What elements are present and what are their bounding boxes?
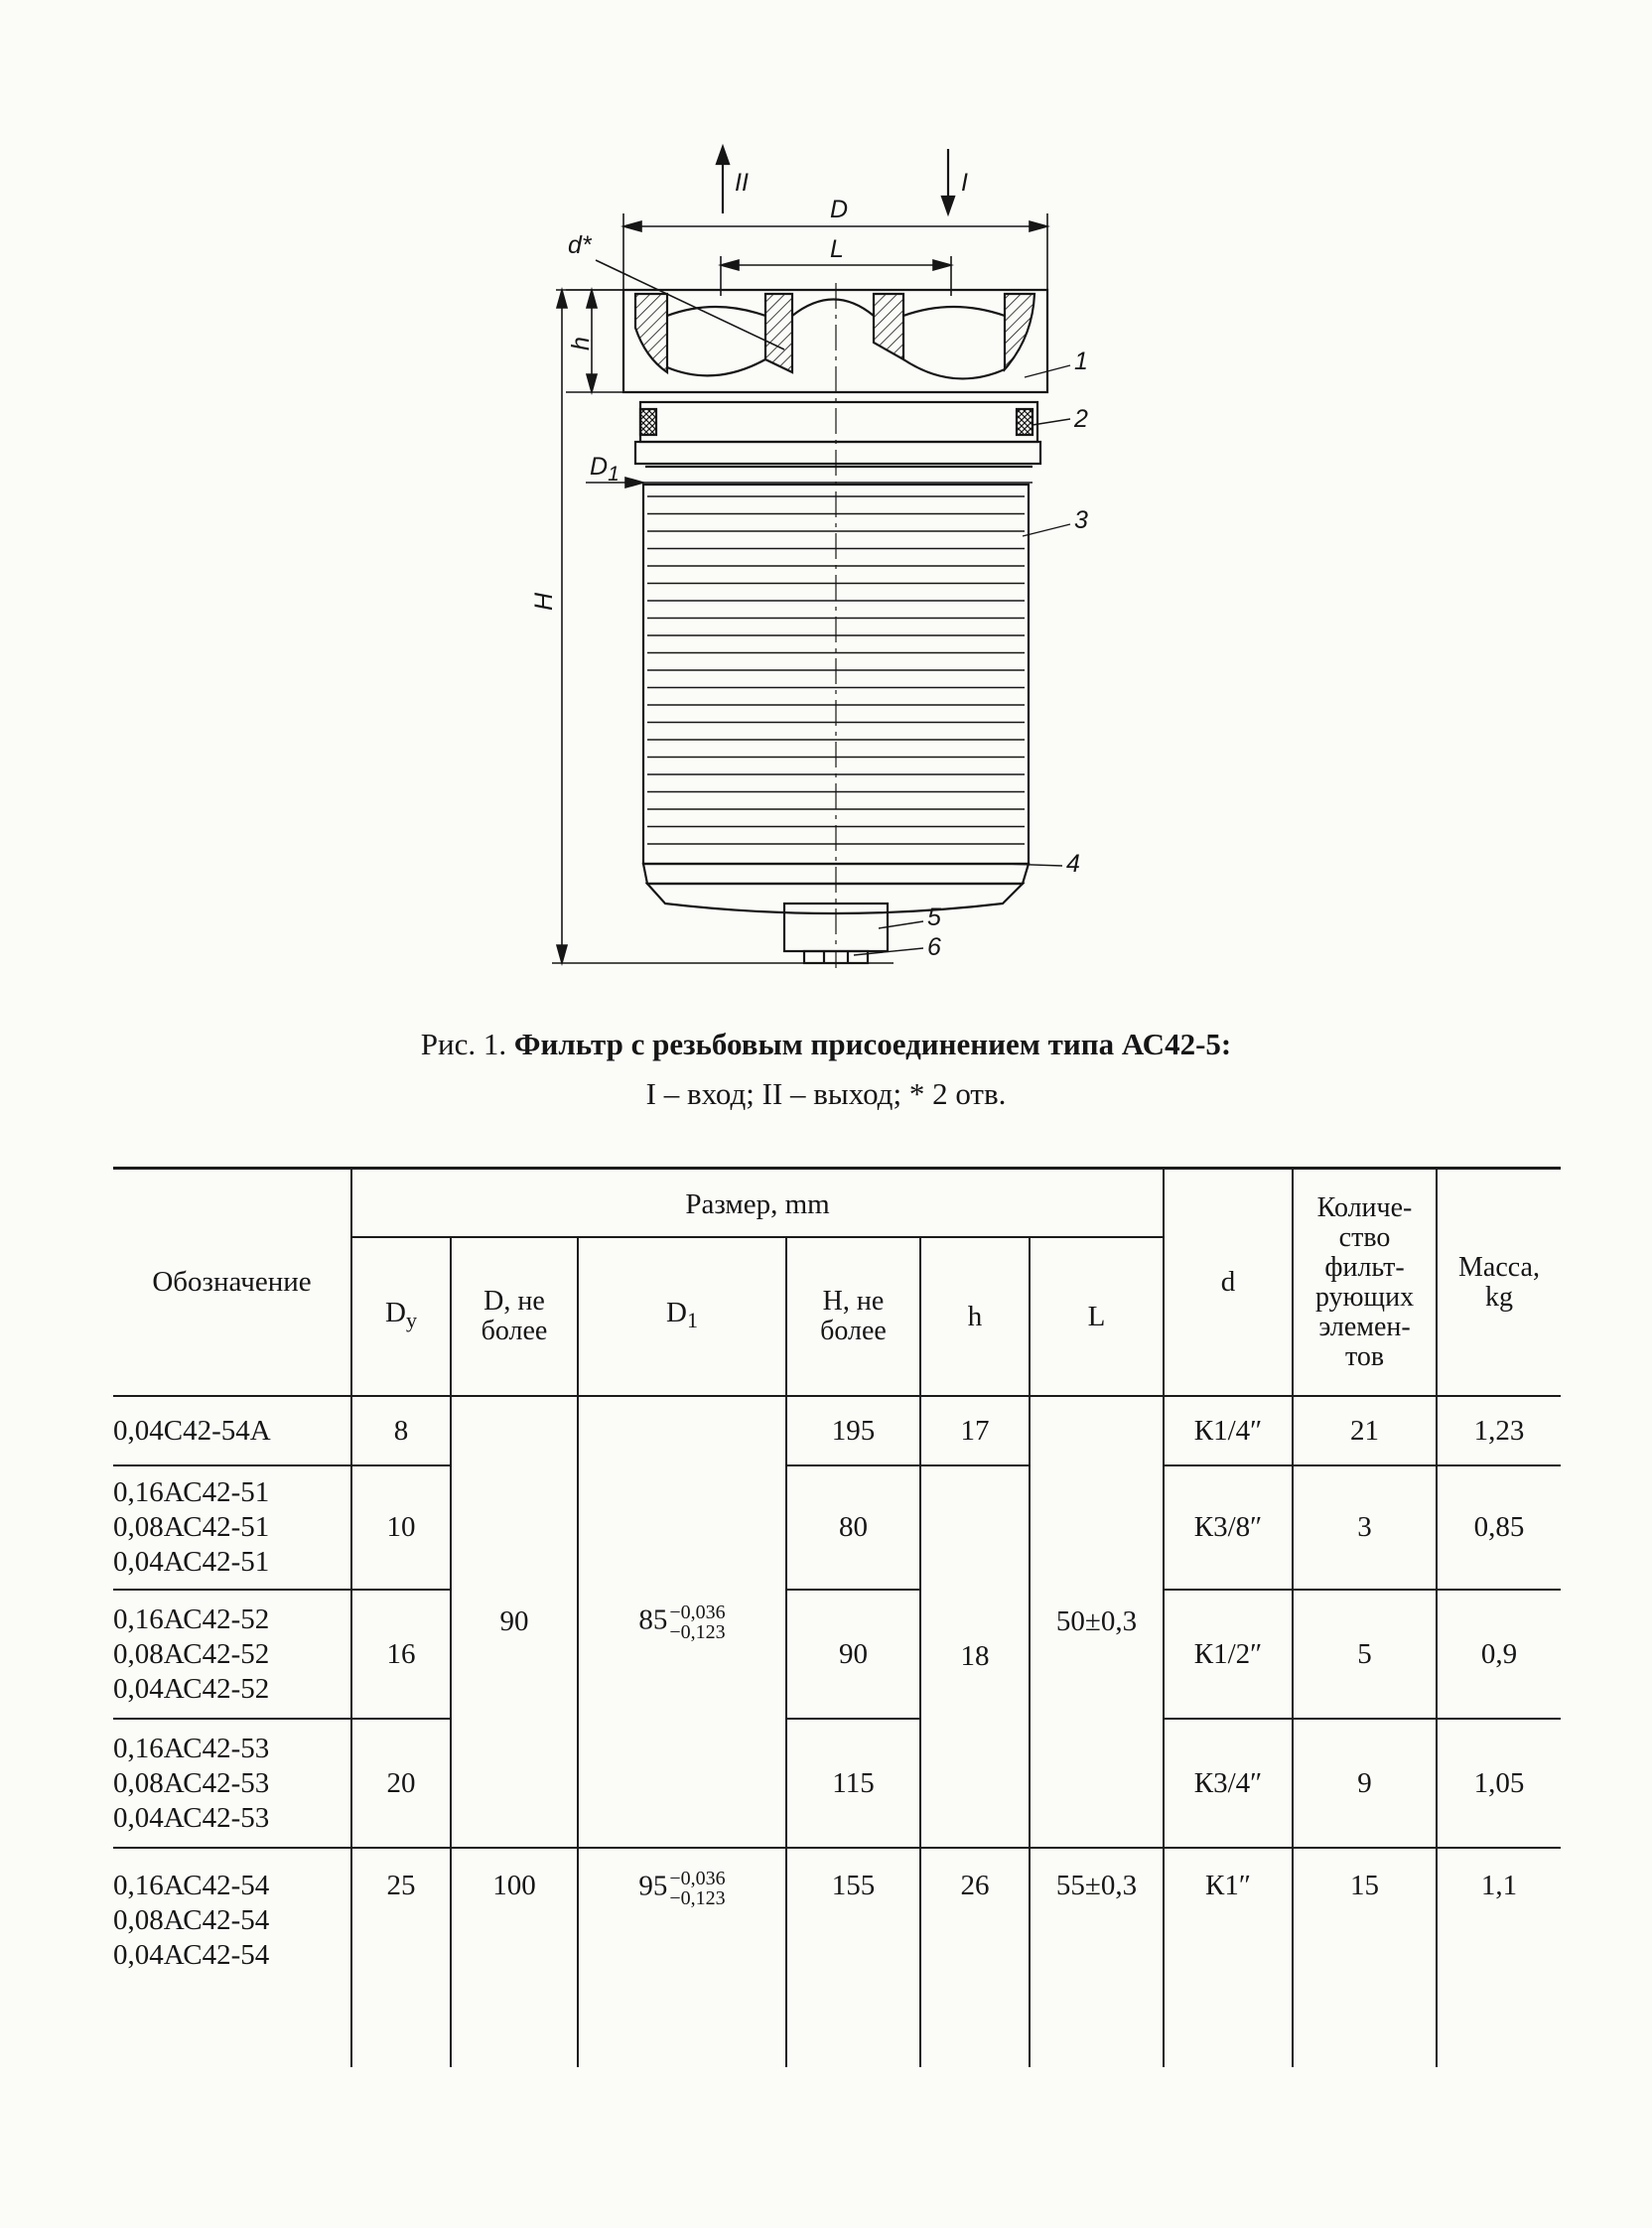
h-max-cell: 115 <box>786 1719 920 1848</box>
dy-cell: 8 <box>351 1396 451 1465</box>
callout-4: 4 <box>1066 850 1080 878</box>
col-h: h <box>920 1237 1030 1396</box>
callout-6: 6 <box>927 933 941 961</box>
dy-cell: 25 <box>351 1848 451 2067</box>
callout-3: 3 <box>1074 506 1088 534</box>
mass-cell: 1,23 <box>1437 1396 1561 1465</box>
h-max-cell: 155 <box>786 1848 920 2067</box>
filter-drawing <box>0 0 1652 993</box>
dimension-D1 <box>586 478 1032 487</box>
mass-cell: 1,1 <box>1437 1848 1561 2067</box>
designation-cell: 0,16АС42-53 0,08АС42-53 0,04АС42-53 <box>113 1719 351 1848</box>
L-label: L <box>830 235 844 263</box>
callout-leaders <box>854 365 1070 955</box>
h-max-cell: 80 <box>786 1465 920 1590</box>
d-max-merged-cell: 90 <box>451 1396 578 1848</box>
designation-cell: 0,16АС42-51 0,08АС42-51 0,04АС42-51 <box>113 1465 351 1590</box>
d-cell: К3/4″ <box>1164 1719 1293 1848</box>
figure-title: Фильтр с резьбовым присоединением типа АС42-5: <box>513 1027 1232 1061</box>
figure-number: Рис. 1. <box>420 1027 507 1061</box>
dy-cell: 10 <box>351 1465 451 1590</box>
h-merged-cell: 18 <box>920 1465 1030 1848</box>
col-group-size: Размер, mm <box>351 1169 1164 1238</box>
figure-caption-line1 <box>0 1025 1652 1064</box>
h-max-cell: 90 <box>786 1590 920 1719</box>
mass-cell: 1,05 <box>1437 1719 1561 1848</box>
l-cell: 55±0,3 <box>1030 1848 1164 2067</box>
h-cell: 17 <box>920 1396 1030 1465</box>
callout-1: 1 <box>1074 348 1088 375</box>
col-d1: $D_1$ <box>578 1237 786 1396</box>
table-row <box>113 1719 1561 1848</box>
col-mass: Масса, kg <box>1437 1169 1561 1397</box>
d-cell: К3/8″ <box>1164 1465 1293 1590</box>
table-row <box>113 1848 1561 2067</box>
inlet-arrow <box>942 149 954 213</box>
col-h-max: H, не более <box>786 1237 920 1396</box>
col-designation: Обозначение <box>113 1169 351 1397</box>
table-row <box>113 1590 1561 1719</box>
mass-cell: 0,9 <box>1437 1590 1561 1719</box>
specification-table <box>113 1167 1561 2067</box>
count-cell: 9 <box>1293 1719 1437 1848</box>
H-label: H <box>530 592 558 611</box>
mass-cell: 0,85 <box>1437 1465 1561 1590</box>
d-label: d* <box>568 231 592 259</box>
d1-merged-cell: 85 −0,036 −0,123 <box>578 1396 786 1848</box>
h-label: h <box>567 337 595 350</box>
designation-cell: 0,04С42-54А <box>113 1396 351 1465</box>
count-cell: 21 <box>1293 1396 1437 1465</box>
count-cell: 15 <box>1293 1848 1437 2067</box>
dy-cell: 16 <box>351 1590 451 1719</box>
d1-cell: 95 −0,036 −0,123 <box>578 1848 786 2067</box>
figure-caption-line2: I – вход; II – выход; * 2 отв. <box>645 1076 1007 1111</box>
col-d: d <box>1164 1169 1293 1397</box>
seal-ring <box>635 402 1040 467</box>
dy-cell: 20 <box>351 1719 451 1848</box>
col-l: L <box>1030 1237 1164 1396</box>
designation-cell: 0,16АС42-54 0,08АС42-54 0,04АС42-54 <box>113 1848 351 2067</box>
d-cell: К1″ <box>1164 1848 1293 2067</box>
D-label: D <box>830 196 849 223</box>
count-cell: 3 <box>1293 1465 1437 1590</box>
l-merged-cell: 50±0,3 <box>1030 1396 1164 1848</box>
outlet-label: II <box>735 169 749 197</box>
h-max-cell: 195 <box>786 1396 920 1465</box>
col-element-count: Количе- ство фильт- рующих элемен- тов <box>1293 1169 1437 1397</box>
outlet-arrow <box>717 147 729 213</box>
table-row <box>113 1465 1561 1590</box>
D1-label: $D_1$ <box>590 453 620 486</box>
col-d-max: D, не более <box>451 1237 578 1396</box>
callout-5: 5 <box>927 904 941 931</box>
count-cell: 5 <box>1293 1590 1437 1719</box>
h-cell: 26 <box>920 1848 1030 2067</box>
table-row <box>113 1396 1561 1465</box>
d-max-cell: 100 <box>451 1848 578 2067</box>
inlet-label: I <box>961 169 968 197</box>
designation-cell: 0,16АС42-52 0,08АС42-52 0,04АС42-52 <box>113 1590 351 1719</box>
d-cell: К1/2″ <box>1164 1590 1293 1719</box>
col-dy: $D_у$ <box>351 1237 451 1396</box>
dimension-H <box>552 290 894 963</box>
d-cell: К1/4″ <box>1164 1396 1293 1465</box>
callout-2: 2 <box>1074 405 1088 433</box>
